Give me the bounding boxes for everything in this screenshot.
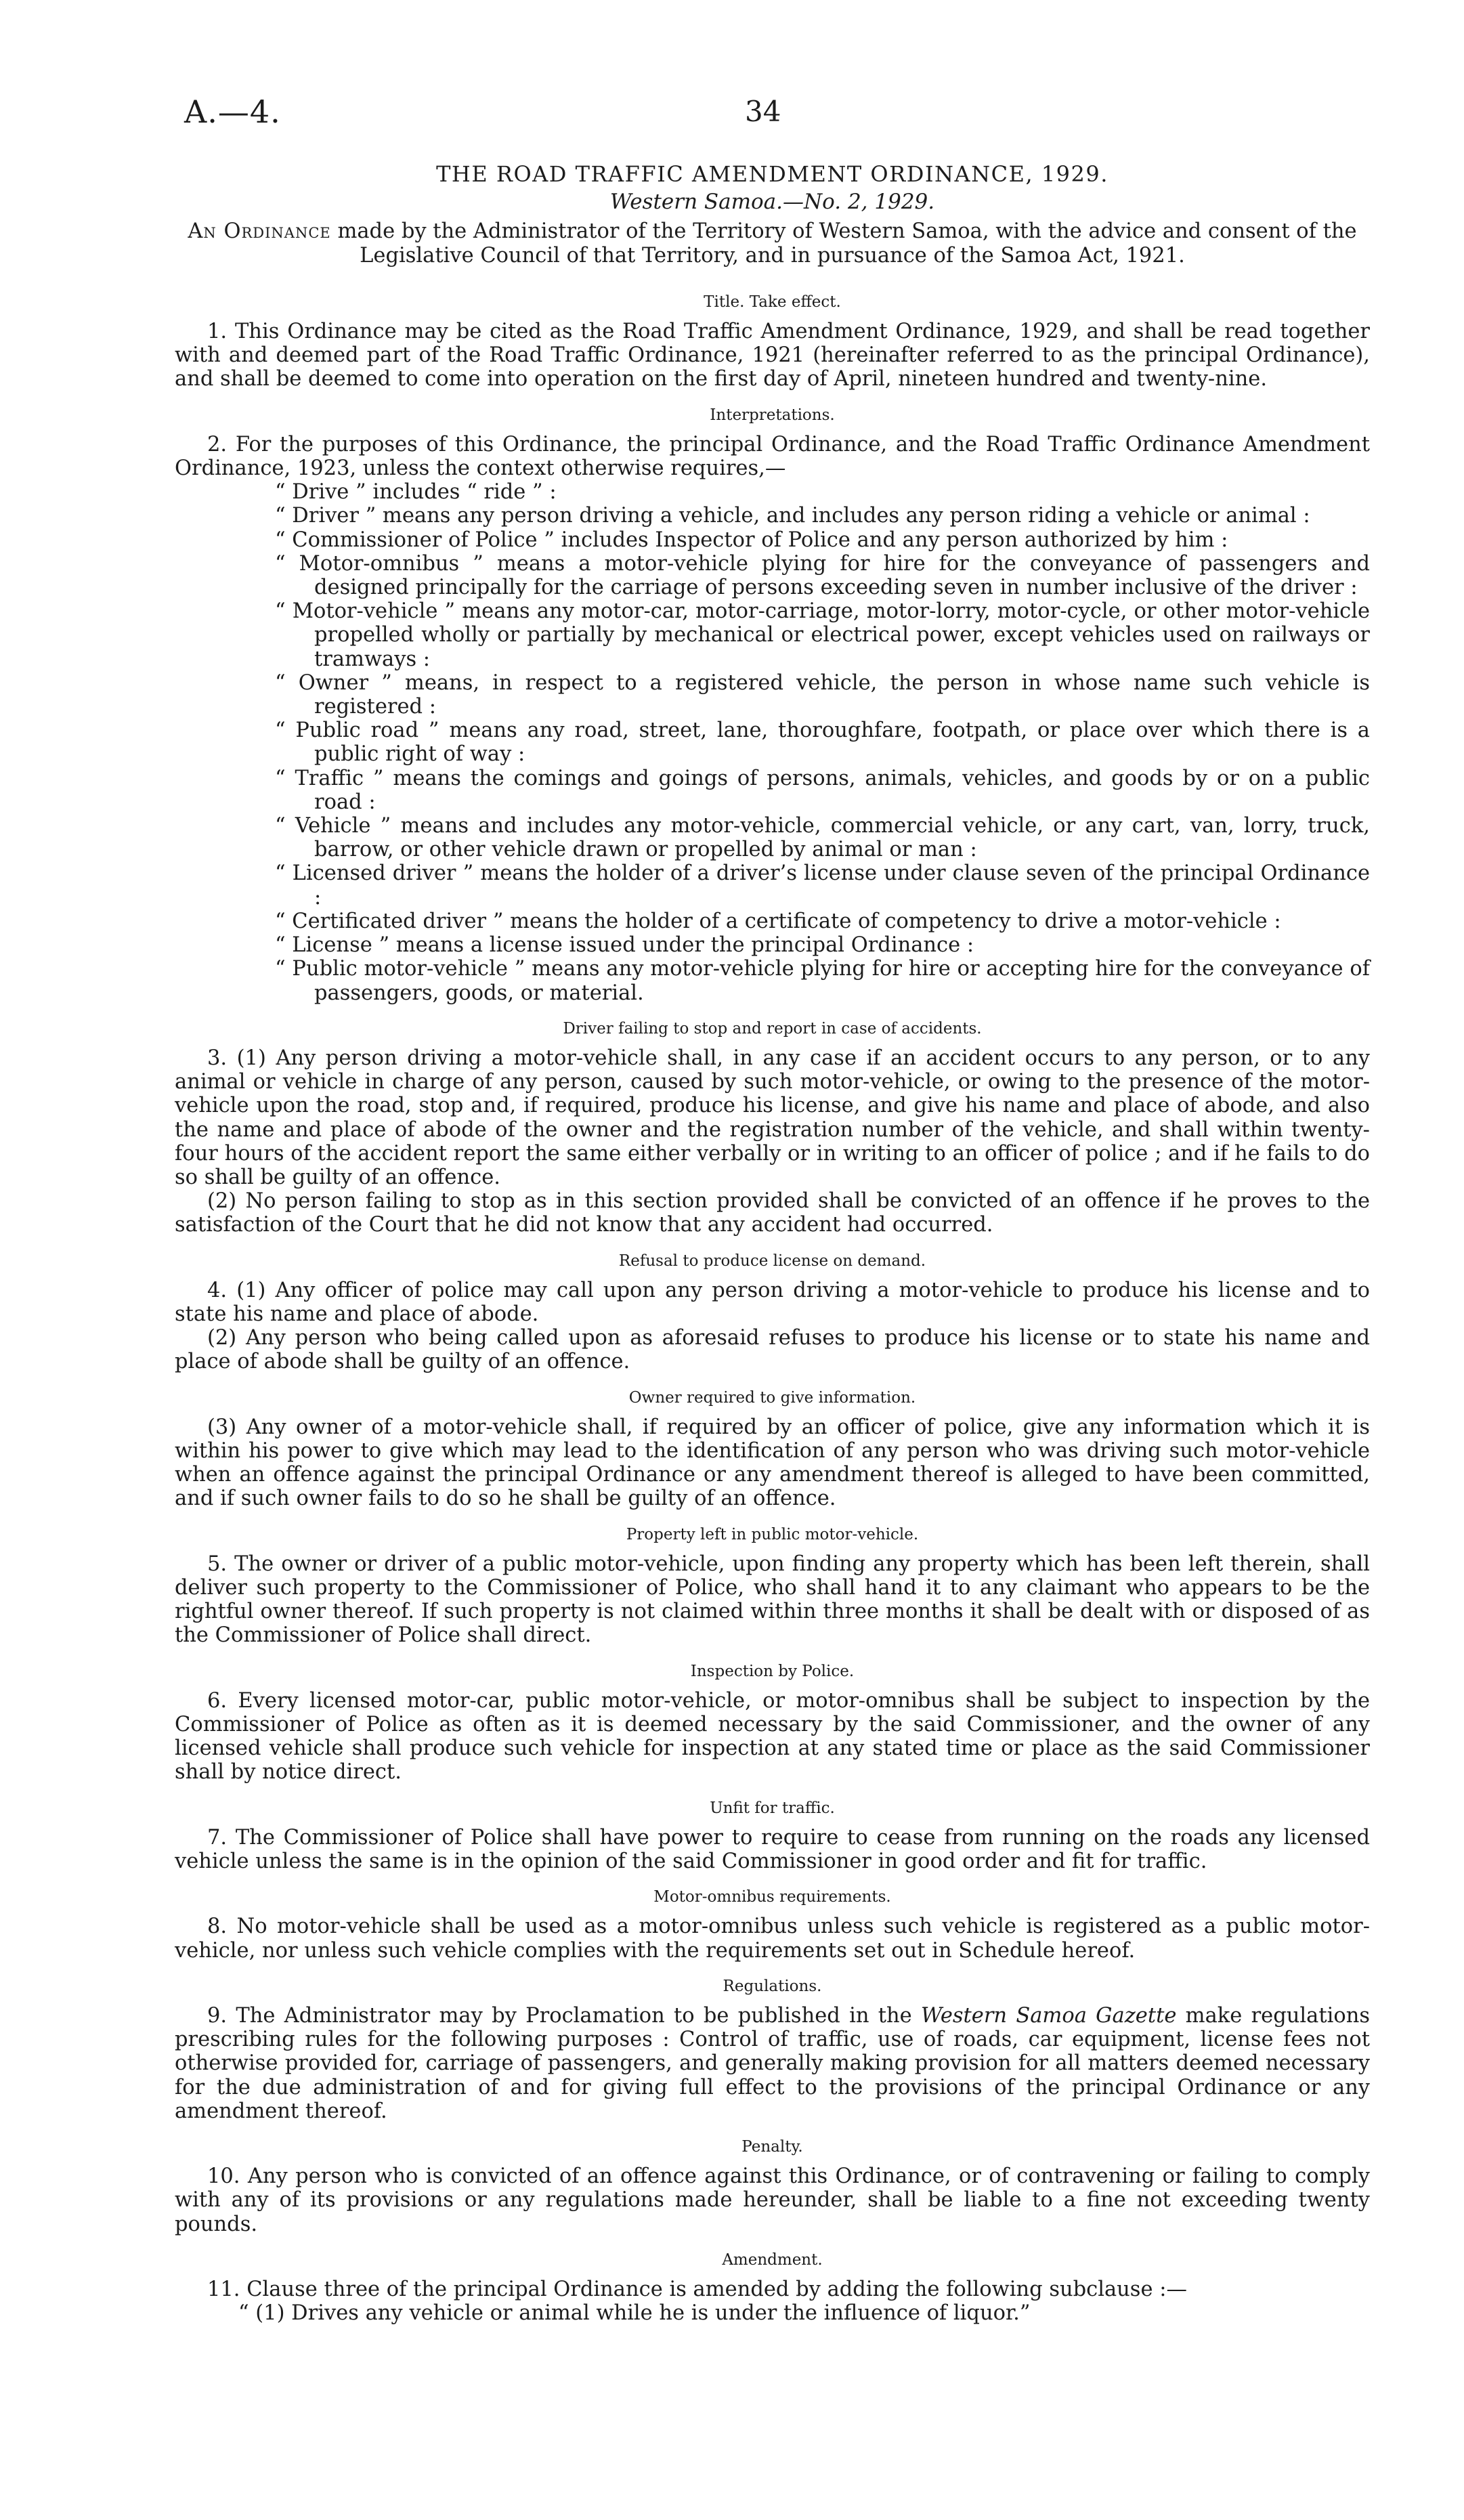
section-7-text: 7. The Commissioner of Police shall have power to require to cease from running on the roads any licensed vehicle unless the same is in the opinion of the said Commissioner in good order and fit for traffic. xyxy=(175,1825,1370,1873)
section-9-text-a: 9. The Administrator may by Proclamation to be published in the xyxy=(207,2004,921,2028)
document-reference: A.—4. xyxy=(184,93,281,130)
section-3-subclause-1: 3. (1) Any person driving a motor-vehicle shall, in any case if an accident occurs to any person, or to any animal or vehicle in charge of any person, caused by such motor-vehicle, or owing to the presence of the motor-vehicle upon the road, stop and, if required, produce his license, and give his name and place of abode, and also the name and place of abode of the owner and the registration number of the vehicle, and shall within twenty-four hours of the accident report the same either verbally or in writing to an officer of police ; and if he fails to do so shall be guilty of an offence. xyxy=(175,1046,1370,1189)
section-3-heading: Driver failing to stop and report in case of accidents. xyxy=(563,1019,982,1038)
section-7-heading: Unfit for traffic. xyxy=(710,1799,835,1817)
section-4-subclause-2: (2) Any person who being called upon as aforesaid refuses to produce his license or to state his name and place of abode shall be guilty of an offence. xyxy=(175,1326,1370,1374)
definition-item: “ Owner ” means, in respect to a registered vehicle, the person in whose name such vehicle is registered : xyxy=(275,670,1370,719)
intro-lead: An Ordinance xyxy=(188,219,331,244)
definition-item: “ Public road ” means any road, street, lane, thoroughfare, footpath, or place over which there is a public right of way : xyxy=(275,719,1370,767)
definition-item: “ Driver ” means any person driving a vehicle, and includes any person riding a vehicle or animal : xyxy=(275,504,1310,528)
intro-text: made by the Administrator of the Territory of Western Samoa, with the advice and consent of the Legislative Council of that Territory, and in pursuance of the Samoa Act, 1921. xyxy=(330,219,1357,268)
definition-item: “ Traffic ” means the comings and goings of persons, animals, vehicles, and goods by or on a public road : xyxy=(275,766,1370,814)
section-5-text: 5. The owner or driver of a public motor-vehicle, upon finding any property which has been left therein, shall deliver such property to the Commissioner of Police, who shall hand it to any claimant who appears to be the rightful owner thereof. If such property is not claimed within three months it shall be dealt with or disposed of as the Commissioner of Police shall direct. xyxy=(175,1552,1370,1648)
definition-item: “ Commissioner of Police ” includes Inspector of Police and any person authorized by him : xyxy=(275,528,1228,552)
section-9-text-b: make regulations prescribing rules for the following purposes : Control of traffic, use of roads, car equipment, license fees not otherwise provided for, carriage of passengers, and generally making provision for all matters deemed necessary for the due administration of and for giving full effect to the provisions of the principal Ordinance or any amendment thereof. xyxy=(175,2004,1370,2123)
section-3-subclause-2: (2) No person failing to stop as in this section provided shall be convicted of an offence if he proves to the satisfaction of the Court that he did not know that any accident had occurred. xyxy=(175,1189,1370,1237)
section-5-heading: Property left in public motor-vehicle. xyxy=(626,1525,919,1543)
ordinance-intro xyxy=(175,219,1370,267)
definition-item: “ Vehicle ” means and includes any motor-vehicle, commercial vehicle, or any cart, van, lorry, truck, barrow, or other vehicle drawn or propelled by animal or man : xyxy=(275,814,1370,862)
definition-item: “ Motor-omnibus ” means a motor-vehicle plying for hire for the conveyance of passengers and designed principally for the carriage of persons exceeding seven in number inclusive of the driver : xyxy=(275,551,1370,600)
section-6-text: 6. Every licensed motor-car, public motor-vehicle, or motor-omnibus shall be subject to inspection by the Commissioner of Police as often as it is deemed necessary by the said Commissioner, and the owner of any licensed vehicle shall produce such vehicle for inspection at any stated time or place as the said Commissioner shall by notice direct. xyxy=(175,1688,1370,1785)
definition-item: “ Certificated driver ” means the holder of a certificate of competency to drive a motor-vehicle : xyxy=(275,909,1281,933)
page-number: 34 xyxy=(745,95,781,128)
section-1-heading: Title. Take effect. xyxy=(704,293,841,311)
section-8-text: 8. No motor-vehicle shall be used as a motor-omnibus unless such vehicle is registered as a public motor-vehicle, nor unless such vehicle complies with the requirements set out in Schedule hereof. xyxy=(175,1915,1370,1963)
definition-item: “ Motor-vehicle ” means any motor-car, motor-carriage, motor-lorry, motor-cycle, or other motor-vehicle propelled wholly or partially by mechanical or electrical power, except vehicles used on railways or tramways : xyxy=(275,599,1370,671)
section-4-subclause-3: (3) Any owner of a motor-vehicle shall, if required by an officer of police, give any information which it is within his power to give which may lead to the identification of any person who was driving such motor-vehicle when an offence against the principal Ordinance or any amendment thereof is alleged to have been committed, and if such owner fails to do so he shall be guilty of an offence. xyxy=(175,1415,1370,1511)
section-2-text: 2. For the purposes of this Ordinance, the principal Ordinance, and the Road Traffic Ordinance Amendment Ordinance, 1923, unless the context otherwise requires,— xyxy=(175,432,1370,481)
definition-item: “ License ” means a license issued under the principal Ordinance : xyxy=(275,933,974,958)
section-4-subclause-1: 4. (1) Any officer of police may call upon any person driving a motor-vehicle to produce his license and to state his name and place of abode. xyxy=(175,1278,1370,1326)
ordinance-title: THE ROAD TRAFFIC AMENDMENT ORDINANCE, 1929. xyxy=(436,161,1108,187)
section-9-text xyxy=(175,2004,1370,2123)
definitions-list xyxy=(175,480,1370,1004)
section-11-quote: “ (1) Drives any vehicle or animal while he is under the influence of liquor.” xyxy=(238,2301,1031,2326)
ordinance-subtitle: Western Samoa.—No. 2, 1929. xyxy=(609,190,935,215)
section-11-text: 11. Clause three of the principal Ordinance is amended by adding the following subclause :— xyxy=(207,2278,1187,2302)
section-11-heading: Amendment. xyxy=(722,2250,823,2269)
section-6-heading: Inspection by Police. xyxy=(690,1662,855,1680)
section-4-subheading: Owner required to give information. xyxy=(628,1388,916,1407)
section-4-heading: Refusal to produce license on demand. xyxy=(618,1252,926,1270)
definition-item: “ Drive ” includes “ ride ” : xyxy=(275,480,557,505)
section-2-heading: Interpretations. xyxy=(710,406,835,424)
definition-item: “ Public motor-vehicle ” means any motor-vehicle plying for hire or accepting hire for the conveyance of passengers, goods, or material. xyxy=(275,957,1370,1005)
section-8-heading: Motor-omnibus requirements. xyxy=(653,1888,891,1906)
section-10-text: 10. Any person who is convicted of an offence against this Ordinance, or of contravening or failing to comply with any of its provisions or any regulations made hereunder, shall be liable to a fine not exceeding twenty pounds. xyxy=(175,2164,1370,2236)
gazette-title: Western Samoa Gazette xyxy=(920,2004,1177,2028)
section-9-heading: Regulations. xyxy=(723,1977,822,1995)
section-1-text: 1. This Ordinance may be cited as the Road Traffic Amendment Ordinance, 1929, and shall be read together with and deemed part of the Road Traffic Ordinance, 1921 (hereinafter referred to as the principal Ordinance), and shall be deemed to come into operation on the first day of April, nineteen hundred and twenty-nine. xyxy=(175,320,1370,391)
definition-item: “ Licensed driver ” means the holder of a driver’s license under clause seven of the principal Ordinance : xyxy=(275,861,1370,910)
document-body xyxy=(175,163,1370,2325)
section-10-heading: Penalty. xyxy=(741,2138,803,2156)
